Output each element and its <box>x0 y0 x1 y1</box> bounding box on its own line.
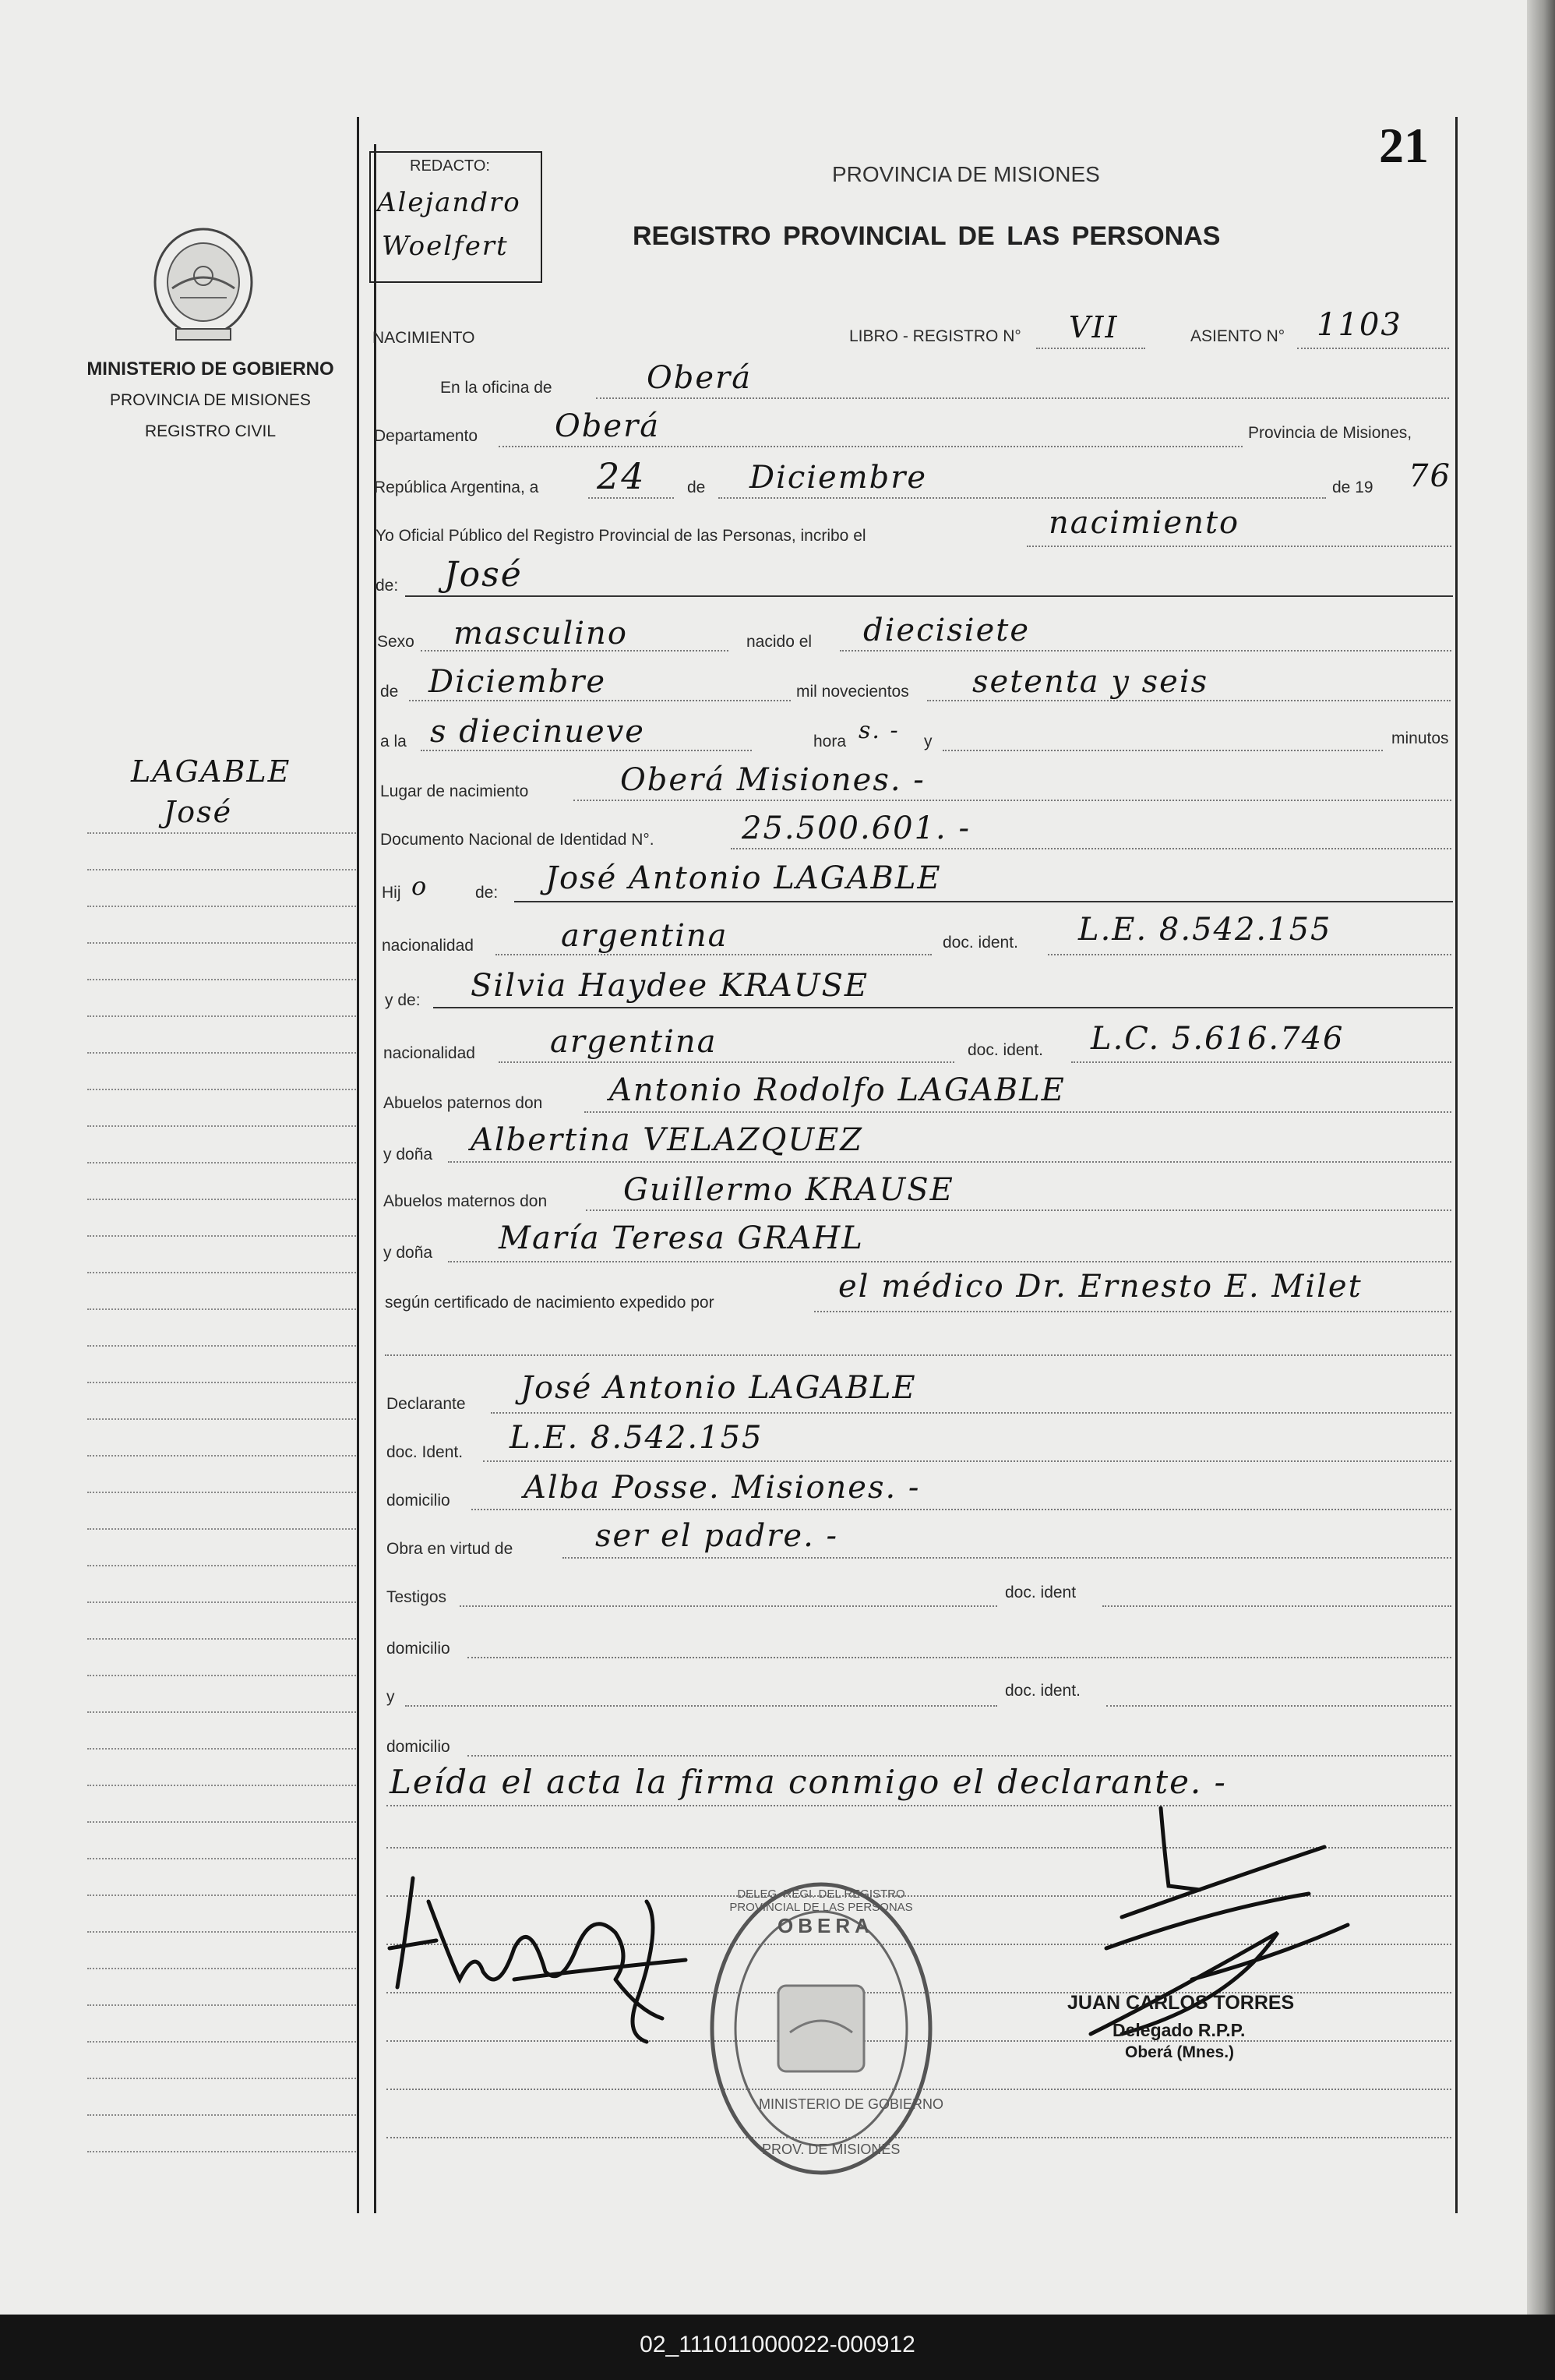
abuelos-paternos-value: Antonio Rodolfo LAGABLE <box>609 1072 1066 1108</box>
margin-ruled-line <box>87 1052 356 1054</box>
asiento-label: ASIENTO N° <box>1190 327 1285 345</box>
doc2-label: doc. ident. <box>968 1041 1043 1059</box>
left-border-line <box>357 117 359 2213</box>
oficina-dotline <box>596 397 1449 399</box>
doc-ident-dotline <box>483 1460 1451 1462</box>
testigos-dotline <box>460 1605 997 1607</box>
madre-value: Silvia Haydee KRAUSE <box>471 968 869 1004</box>
ydona1-value: Albertina VELAZQUEZ <box>471 1122 864 1158</box>
dni-label: Documento Nacional de Identidad N°. <box>380 831 654 849</box>
day-value: 24 <box>597 455 646 497</box>
oficial-label: Yo Oficial Público del Registro Provincial de las Personas, incribo el <box>376 527 866 545</box>
margin-ruled-line <box>87 979 356 980</box>
declarante-label: Declarante <box>386 1395 466 1413</box>
hijo-suffix: o <box>411 871 428 901</box>
provincia-label: Provincia de Misiones, <box>1248 424 1412 442</box>
lugar-label: Lugar de nacimiento <box>380 782 529 800</box>
hijo-label: Hij <box>382 884 401 902</box>
departamento-label: Departamento <box>374 427 478 445</box>
alas-label: a la <box>380 733 407 750</box>
redacto-label: REDACTO: <box>410 157 490 175</box>
margin-given-name: José <box>164 795 233 829</box>
margin-ruled-line <box>87 1089 356 1090</box>
stamp-outer-text: DELEG. REGI. DEL REGISTRO PROVINCIAL DE LAS PERSONAS <box>729 1887 913 1914</box>
redacto-name-1: Alejandro <box>377 187 521 218</box>
stamp-inner-text: MINISTERIO DE GOBIERNO <box>759 2096 944 2112</box>
doc-ident-2-label: doc. ident. <box>1005 1682 1081 1700</box>
margin-ruled-line <box>87 1125 356 1127</box>
ministry-name: MINISTERIO DE GOBIERNO <box>86 358 334 380</box>
month-value: Diciembre <box>749 460 928 496</box>
margin-ruled-line <box>87 1821 356 1823</box>
alas-dotline <box>421 750 752 751</box>
nacionalidad1-value: argentina <box>561 918 728 954</box>
margin-ruled-line <box>87 1272 356 1273</box>
domicilio3-label: domicilio <box>386 1738 450 1756</box>
de-label: de <box>687 478 706 496</box>
year-label: de 19 <box>1332 478 1373 496</box>
ministry-block <box>78 358 343 441</box>
minutos-label: minutos <box>1391 729 1449 747</box>
year-value: 76 <box>1409 458 1451 494</box>
declarante-value: José Antonio LAGABLE <box>520 1370 917 1406</box>
margin-ruled-line <box>87 1565 356 1566</box>
libro-dotline <box>1036 348 1145 349</box>
margin-ruled-line <box>87 1748 356 1750</box>
domicilio2-dotline <box>467 1657 1451 1658</box>
departamento-dotline <box>499 446 1243 447</box>
closing-statement: Leída el acta la firma conmigo el declarante. - <box>390 1763 1227 1801</box>
doc-ident-testigo-dotline <box>1102 1605 1451 1607</box>
sexo-value: masculino <box>453 616 628 651</box>
oficina-label: En la oficina de <box>440 379 552 397</box>
inner-left-line <box>374 144 376 2213</box>
obra-value: ser el padre. - <box>595 1518 839 1554</box>
doc2-value: L.C. 5.616.746 <box>1091 1021 1345 1057</box>
republica-label: República Argentina, a <box>374 478 539 496</box>
margin-ruled-line <box>87 1492 356 1493</box>
hora-label: hora <box>813 733 847 750</box>
day-dotline <box>588 497 674 499</box>
abuelos-paternos-dotline <box>584 1111 1451 1113</box>
domicilio3-dotline <box>467 1755 1451 1757</box>
asiento-value: 1103 <box>1317 307 1402 343</box>
margin-ruled-line <box>87 1528 356 1530</box>
ministry-province: PROVINCIA DE MISIONES <box>110 391 311 409</box>
doc-ident-testigo-label: doc. ident <box>1005 1584 1077 1601</box>
nacido-dotline <box>840 650 1451 651</box>
stamp-bottom-text: PROV. DE MISIONES <box>762 2142 901 2157</box>
margin-ruled-line <box>87 1345 356 1347</box>
month2-value: Diciembre <box>428 664 607 700</box>
departamento-value: Oberá <box>555 408 661 444</box>
alas-value: s diecinueve <box>430 714 645 750</box>
margin-ruled-line <box>87 906 356 907</box>
certificado-value: el médico Dr. Ernesto E. Milet <box>838 1269 1363 1305</box>
nacido-value: diecisiete <box>863 613 1031 648</box>
margin-ruled-line <box>87 1162 356 1164</box>
doc-ident-2-dotline <box>1106 1705 1451 1707</box>
oficial-dotline <box>1027 546 1451 547</box>
declarante-dotline <box>491 1412 1451 1414</box>
testigos-label: Testigos <box>386 1588 447 1606</box>
certificado-dotline-2 <box>385 1354 1451 1356</box>
de-persona-label: de: <box>376 577 399 595</box>
milnov-label: mil novecientos <box>796 683 909 701</box>
y-label: y <box>924 733 933 750</box>
margin-ruled-line <box>87 1968 356 1969</box>
margin-ruled-line <box>87 942 356 944</box>
lugar-value: Oberá Misiones. - <box>620 762 926 798</box>
persona-value: José <box>444 555 523 595</box>
margin-ruled-line <box>87 1601 356 1603</box>
abuelos-maternos-value: Guillermo KRAUSE <box>623 1172 954 1208</box>
nacionalidad1-dotline <box>495 954 932 955</box>
lugar-dotline <box>573 800 1451 801</box>
margin-surname: LAGABLE <box>131 754 291 789</box>
margin-ruled-line <box>87 1015 356 1017</box>
obra-label: Obra en virtud de <box>386 1540 513 1558</box>
official-name: JUAN CARLOS TORRES <box>1067 1992 1295 2014</box>
file-id: 02_111011000022-000912 <box>640 2332 915 2357</box>
sexo-dotline <box>421 650 728 651</box>
domicilio-value: Alba Posse. Misiones. - <box>524 1470 921 1506</box>
margin-ruled-line <box>87 1455 356 1457</box>
yde-label: y de: <box>385 991 421 1009</box>
margin-ruled-line <box>87 1858 356 1859</box>
certificado-label: según certificado de nacimiento expedido por <box>385 1294 714 1312</box>
dni-dotline <box>731 848 1451 849</box>
margin-ruled-line <box>87 832 356 834</box>
ydona2-value: María Teresa GRAHL <box>499 1220 864 1256</box>
scan-footer <box>0 2315 1555 2380</box>
abuelos-maternos-dotline <box>586 1209 1451 1211</box>
registry-title: REGISTRO PROVINCIAL DE LAS PERSONAS <box>633 221 1221 251</box>
madre-line <box>433 1007 1453 1008</box>
oficial-value: nacimiento <box>1049 505 1240 541</box>
domicilio2-label: domicilio <box>386 1640 450 1658</box>
margin-ruled-line <box>87 2114 356 2116</box>
persona-line <box>405 595 1453 597</box>
margin-ruled-line <box>87 869 356 870</box>
margin-ruled-line <box>87 2078 356 2079</box>
nacionalidad1-label: nacionalidad <box>382 937 474 955</box>
ydona1-label: y doña <box>383 1146 433 1164</box>
margin-ruled-line <box>87 1382 356 1383</box>
ydona2-label: y doña <box>383 1244 433 1262</box>
de2-label: de <box>380 683 399 701</box>
page-edge <box>1527 0 1555 2315</box>
right-border-line <box>1455 117 1458 2213</box>
abuelos-maternos-label: Abuelos maternos don <box>383 1192 548 1210</box>
doc-ident-value: L.E. 8.542.155 <box>510 1420 763 1456</box>
y2-dotline <box>405 1705 997 1707</box>
month-dotline <box>718 497 1326 499</box>
nacionalidad2-value: argentina <box>550 1024 718 1060</box>
doc1-value: L.E. 8.542.155 <box>1078 912 1332 948</box>
margin-ruled-line <box>87 1418 356 1420</box>
libro-label: LIBRO - REGISTRO N° <box>849 327 1021 345</box>
hora-value: s. - <box>859 717 900 744</box>
margin-ruled-line <box>87 1235 356 1237</box>
nacionalidad2-dotline <box>499 1061 954 1063</box>
official-location: Oberá (Mnes.) <box>1125 2043 1235 2061</box>
milnov-dotline <box>927 700 1451 701</box>
doc2-dotline <box>1071 1061 1451 1063</box>
ydona1-dotline <box>448 1161 1451 1163</box>
official-title: Delegado R.P.P. <box>1112 2020 1246 2040</box>
margin-ruled-line <box>87 1675 356 1676</box>
margin-ruled-line <box>87 1199 356 1200</box>
y2-label: y <box>386 1688 395 1706</box>
page-number: 21 <box>1379 118 1429 173</box>
official-signature <box>1075 1800 1402 2057</box>
margin-ruled-line <box>87 1711 356 1713</box>
asiento-dotline <box>1297 348 1449 349</box>
margin-ruled-line <box>87 2004 356 2006</box>
margin-ruled-line <box>87 1638 356 1640</box>
ministry-registry: REGISTRO CIVIL <box>144 422 277 440</box>
provincial-seal-icon <box>145 220 262 344</box>
domicilio-label: domicilio <box>386 1492 450 1510</box>
stamp-top-text: OBERA <box>778 1914 874 1937</box>
domicilio-dotline <box>471 1509 1451 1510</box>
doc1-dotline <box>1048 954 1451 955</box>
redacto-box <box>369 151 542 283</box>
registry-stamp <box>704 1877 944 2180</box>
abuelos-paternos-label: Abuelos paternos don <box>383 1094 543 1112</box>
margin-ruled-line <box>87 1308 356 1310</box>
dni-value: 25.500.601. - <box>742 810 971 846</box>
milnov-value: setenta y seis <box>972 664 1209 700</box>
margin-ruled-line <box>87 1894 356 1896</box>
hijo-de-label: de: <box>475 884 499 902</box>
nacimiento-label: NACIMIENTO <box>372 329 475 347</box>
minutos-dotline <box>943 750 1383 751</box>
declarant-signature <box>382 1855 740 2050</box>
margin-ruled-line <box>87 2041 356 2043</box>
month2-dotline <box>409 700 791 701</box>
nacido-label: nacido el <box>746 633 813 651</box>
doc-ident-label: doc. Ident. <box>386 1443 464 1461</box>
margin-ruled-line <box>87 1785 356 1786</box>
oficina-value: Oberá <box>647 360 753 396</box>
certificado-dotline <box>814 1311 1451 1312</box>
doc1-label: doc. ident. <box>943 934 1018 952</box>
ydona2-dotline <box>448 1261 1451 1262</box>
padre-line <box>514 901 1453 902</box>
redacto-name-2: Woelfert <box>382 231 509 262</box>
sexo-label: Sexo <box>377 633 414 651</box>
padre-value: José Antonio LAGABLE <box>545 860 942 896</box>
libro-value: VII <box>1069 310 1119 344</box>
province-heading: PROVINCIA DE MISIONES <box>832 162 1100 186</box>
obra-dotline <box>562 1557 1451 1559</box>
margin-ruled-line <box>87 1931 356 1933</box>
margin-ruled-line <box>87 2151 356 2152</box>
nacionalidad2-label: nacionalidad <box>383 1044 475 1062</box>
